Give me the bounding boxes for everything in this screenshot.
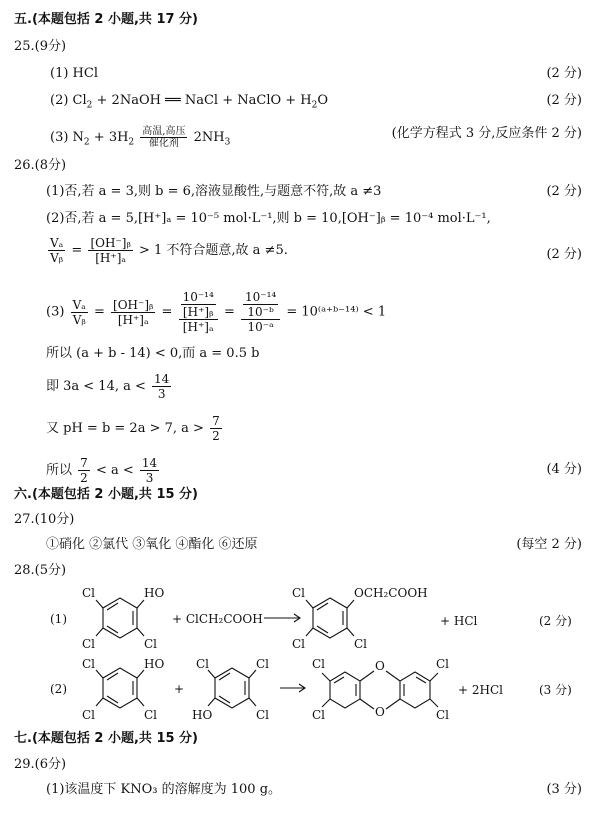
benzene-ring-product1 xyxy=(313,598,347,638)
q26-line6: 又 pH = b = 2a > 7, a > $\frac{7}{2}$ xyxy=(46,414,220,443)
q26-line2: (2)否,若 a = 5,[H⁺]ₐ = 10⁻⁵ mol·L⁻¹,则 b = 10,[OH⁻]ᵦ = 10⁻⁴ mol·L⁻¹, xyxy=(46,211,491,226)
q25-heading: 25.(9分) xyxy=(14,39,67,54)
benzene-ring-reactant1 xyxy=(103,598,137,638)
q26-heading: 26.(8分) xyxy=(14,158,67,173)
atom-label-ho: HO xyxy=(144,586,165,600)
q27-heading: 27.(10分) xyxy=(14,512,75,527)
q27-line1: ①硝化 ②氯代 ③氧化 ④酯化 ⑥还原 xyxy=(46,537,258,552)
q29-heading: 29.(6分) xyxy=(14,757,67,772)
q26-ratio-line: $\frac{\text{Vₐ}}{\text{Vᵦ}}$ = $\frac{\text{[OH⁻]ᵦ}}{\text{[H⁺]ₐ}}$ > 1 不符合题意,故 a ≠5. xyxy=(50,236,288,265)
q28-plus: + xyxy=(174,682,185,696)
atom-label-cl: Cl xyxy=(292,586,306,600)
atom-label-cl: Cl xyxy=(256,657,270,671)
q28-score2: (3 分) xyxy=(539,683,572,697)
benzene-ring-reactant2a xyxy=(103,668,137,708)
atom-label-cl: Cl xyxy=(82,657,96,671)
q26-score2: (2 分) xyxy=(546,247,582,262)
atom-label-cl: Cl xyxy=(144,708,158,722)
atom-label-cl: Cl xyxy=(256,708,270,722)
atom-label-o: O xyxy=(375,705,385,719)
q27-score1: (每空 2 分) xyxy=(516,537,582,552)
q28-heading: 28.(5分) xyxy=(14,563,67,578)
q26-line5: 即 3a < 14, a < $\frac{14}{3}$ xyxy=(46,372,170,401)
atom-label-cl: Cl xyxy=(354,637,368,651)
q26-line3: (3) $\frac{\text{Vₐ}}{\text{Vᵦ}}$ = $\frac{\text{[OH⁻]ᵦ}}{\text{[H⁺]ₐ}}$ = $\frac{\frac{\text{10⁻¹⁴}}{\text{[H⁺]ᵦ}}}{\text{[H⁺]ₐ}}$ = $\frac{\frac{\text{10⁻¹⁴}}{\text{10⁻ᵇ}}}{\text{10⁻ᵃ}}$ = 10⁽ᵃ⁺ᵇ⁻¹⁴⁾ < 1 xyxy=(46,290,387,334)
q26-line7: 所以 $\frac{7}{2}$ < a < $\frac{14}{3}$ xyxy=(46,456,158,485)
atom-label-cl: Cl xyxy=(82,637,96,651)
reaction-condition-arrow: 高温,高压 催化剂 xyxy=(142,126,186,149)
q28-reaction-structures xyxy=(0,580,600,730)
benzene-ring-reactant2b xyxy=(215,668,249,708)
q25-score2: (2 分) xyxy=(546,93,582,108)
q28-byproduct1: + HCl xyxy=(440,614,478,628)
q26-line1: (1)否,若 a = 3,则 b = 6,溶液显酸性,与题意不符,故 a ≠3 xyxy=(46,184,382,199)
q28-part1-label: (1) xyxy=(50,612,67,626)
atom-label-cl: Cl xyxy=(312,708,326,722)
atom-label-cl: Cl xyxy=(82,708,96,722)
atom-label-cl: Cl xyxy=(82,586,96,600)
atom-label-och2cooh: OCH₂COOH xyxy=(354,586,428,600)
q29-score1: (3 分) xyxy=(546,782,582,797)
q25-line2: (2) $Cl_2$ + 2NaOH ══ NaCl + NaClO + $H_2O$ xyxy=(50,93,329,111)
atom-label-cl: Cl xyxy=(144,637,158,651)
q25-line3: (3) $N_2 + 3H_2$ 高温,高压 催化剂 $2NH_3$ xyxy=(50,126,231,149)
section-seven-title: 七.(本题包括 2 小题,共 15 分) xyxy=(14,731,198,746)
q25-score3: (化学方程式 3 分,反应条件 2 分) xyxy=(391,126,582,141)
atom-label-cl: Cl xyxy=(436,657,450,671)
atom-label-cl: Cl xyxy=(196,657,210,671)
q26-score1: (2 分) xyxy=(546,184,582,199)
atom-label-cl: Cl xyxy=(292,637,306,651)
atom-label-o: O xyxy=(375,659,385,673)
q28-score1: (2 分) xyxy=(539,614,572,628)
q28-part2-label: (2) xyxy=(50,682,67,696)
atom-label-cl: Cl xyxy=(312,657,326,671)
q26-line4: 所以 (a + b - 14) < 0,而 a = 0.5 b xyxy=(46,346,260,361)
atom-label-cl: Cl xyxy=(436,708,450,722)
atom-label-ho: HO xyxy=(144,657,165,671)
q29-line1: (1)该温度下 KNO₃ 的溶解度为 100 g。 xyxy=(46,782,282,797)
q26-score3: (4 分) xyxy=(546,462,582,477)
section-five-title: 五.(本题包括 2 小题,共 17 分) xyxy=(14,12,198,27)
atom-label-ho: HO xyxy=(192,708,213,722)
q25-line1: (1) HCl xyxy=(50,66,98,81)
section-six-title: 六.(本题包括 2 小题,共 15 分) xyxy=(14,487,198,502)
q28-byproduct2: + 2HCl xyxy=(458,683,503,697)
q25-score1: (2 分) xyxy=(546,66,582,81)
q28-reagent1: + ClCH₂COOH xyxy=(172,612,263,626)
